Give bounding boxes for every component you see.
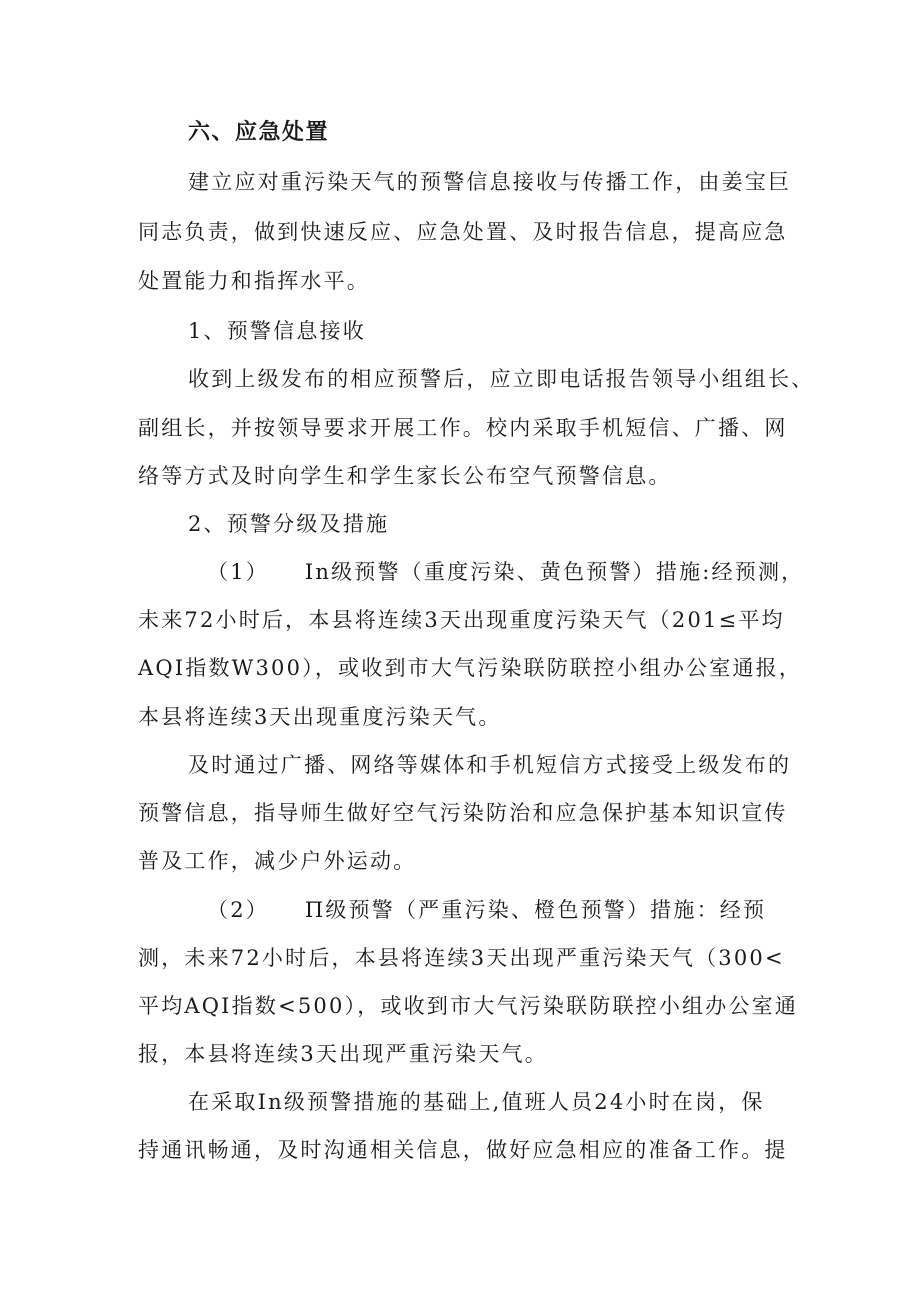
paragraph-line: 处置能力和指挥水平。: [138, 269, 370, 293]
paragraph-line: 络等方式及时向学生和学生家长公布空气预警信息。: [138, 464, 672, 488]
paragraph-line: 平均AQI指数<500），或收到市大气污染联防联控小组办公室通: [138, 994, 799, 1018]
paragraph-line: 测，未来72小时后，本县将连续3天出现严重污染天气（300<: [138, 946, 785, 970]
paragraph-line: 及时通过广播、网络等媒体和手机短信方式接受上级发布的: [188, 753, 792, 777]
section-heading: 六、应急处置: [188, 120, 330, 145]
paragraph-line: （2） Π级预警（严重污染、橙色预警）措施：经预: [207, 898, 767, 922]
paragraph-line: 同志负责，做到快速反应、应急处置、及时报告信息，提高应急: [138, 220, 788, 244]
subheading-line: 1、预警信息接收: [188, 319, 366, 343]
paragraph-line: 建立应对重污染天气的预警信息接收与传播工作，由姜宝巨: [188, 170, 792, 194]
paragraph-line: （1） In级预警（重度污染、黄色预警）措施:经预测，: [207, 560, 805, 584]
paragraph-line: 普及工作，减少户外运动。: [138, 849, 417, 873]
paragraph-line: 收到上级发布的相应预警后，应立即电话报告领导小组组长、: [188, 367, 815, 391]
paragraph-line: 本县将连续3天出现重度污染天气。: [138, 705, 502, 729]
paragraph-line: 副组长，并按领导要求开展工作。校内采取手机短信、广播、网: [138, 416, 788, 440]
paragraph-line: 未来72小时后，本县将连续3天出现重度污染天气（201≤平均: [138, 608, 785, 632]
subheading-line: 2、预警分级及措施: [188, 512, 390, 536]
paragraph-line: 在采取In级预警措施的基础上,值班人员24小时在岗，保: [188, 1090, 765, 1114]
paragraph-line: 报，本县将连续3天出现严重污染天气。: [138, 1042, 548, 1066]
paragraph-line: 持通讯畅通，及时沟通相关信息，做好应急相应的准备工作。提: [138, 1138, 788, 1162]
paragraph-line: 预警信息，指导师生做好空气污染防治和应急保护基本知识宣传: [138, 801, 788, 825]
paragraph-line: AQI指数W300），或收到市大气污染联防联控小组办公室通报，: [138, 656, 803, 680]
